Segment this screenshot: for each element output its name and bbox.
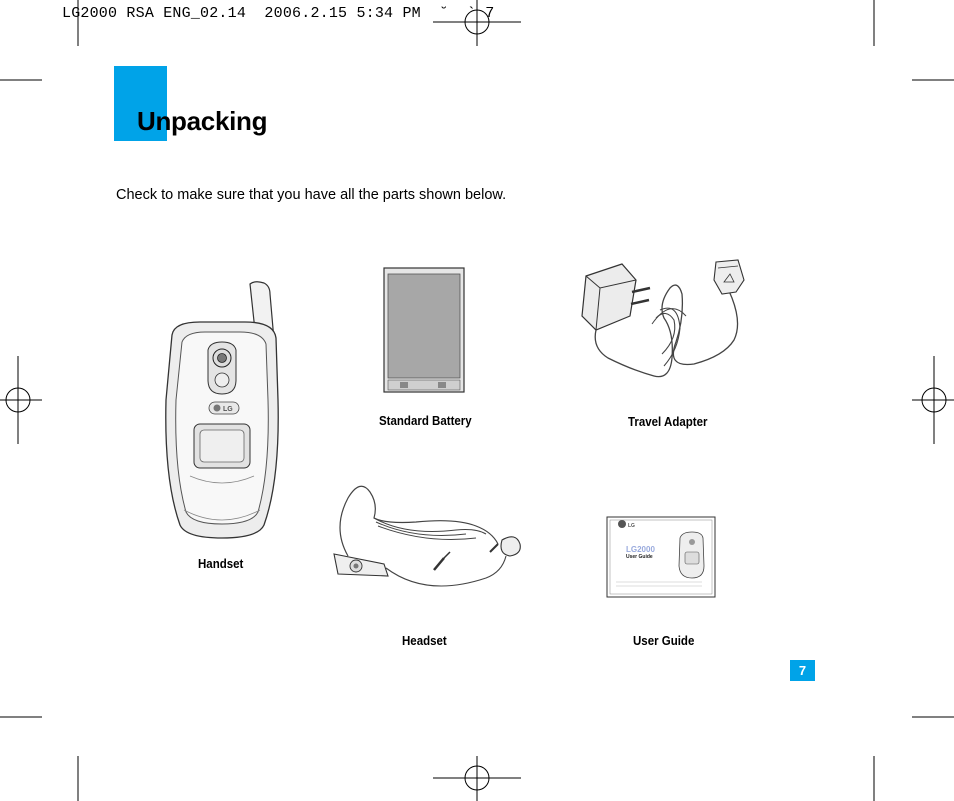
guide-subtitle: User Guide [626, 554, 653, 560]
travel-adapter-illustration [574, 258, 754, 382]
page-title: Unpacking [137, 106, 268, 136]
caption-headset: Headset [402, 634, 447, 648]
page-number: 7 [790, 660, 815, 681]
caption-travel-adapter: Travel Adapter [628, 415, 708, 429]
caption-user-guide: User Guide [633, 634, 695, 648]
handset-illustration [160, 280, 285, 542]
caption-handset: Handset [198, 557, 244, 571]
guide-model: LG2000 [626, 545, 655, 554]
guide-logo: LG [628, 523, 635, 529]
user-guide-illustration [606, 516, 716, 598]
caption-standard-battery: Standard Battery [379, 414, 472, 428]
battery-illustration [382, 266, 466, 394]
headset-illustration [326, 478, 526, 598]
phone-logo: LG [223, 406, 233, 413]
intro-text: Check to make sure that you have all the parts shown below. [116, 187, 507, 203]
print-header: LG2000 RSA ENG_02.14 2006.2.15 5:34 PM ˘ ` 7 [62, 5, 495, 22]
